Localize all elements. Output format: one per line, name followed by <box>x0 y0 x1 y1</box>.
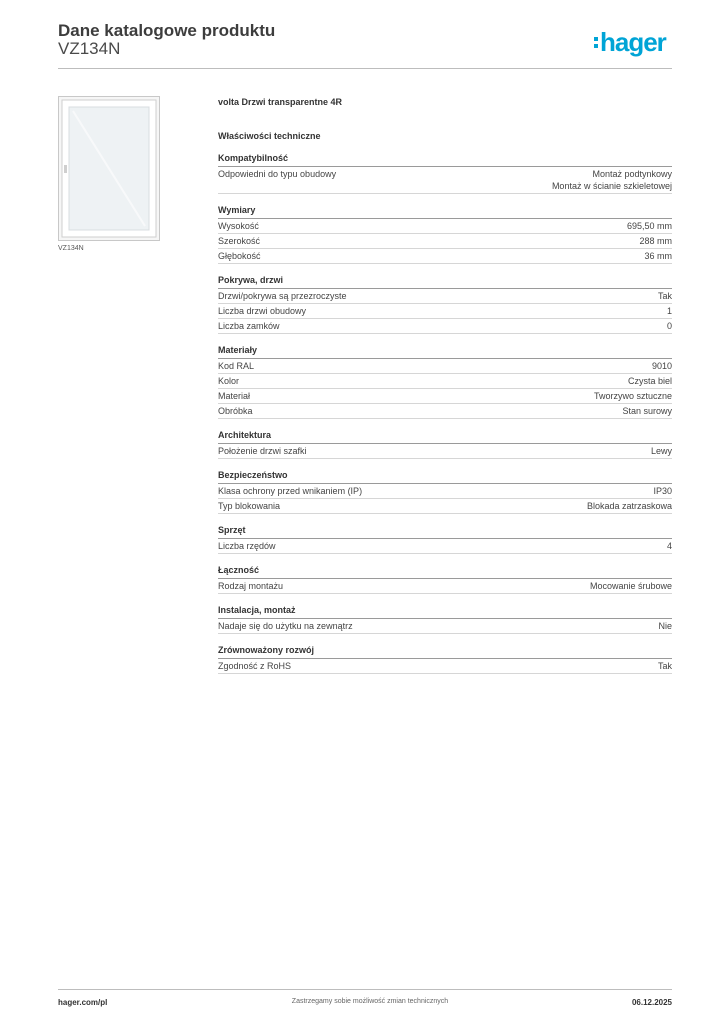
technical-properties-heading: Właściwości techniczne <box>218 131 321 141</box>
spec-value-line: 1 <box>666 306 672 316</box>
spec-value <box>658 660 672 672</box>
hager-logo[interactable] <box>594 28 666 56</box>
spec-section <box>218 429 672 459</box>
spec-label: Typ blokowania <box>218 501 281 511</box>
spec-row <box>218 484 672 499</box>
spec-value <box>651 445 672 457</box>
spec-value <box>667 320 672 332</box>
spec-section <box>218 604 672 634</box>
product-name: volta Drzwi transparentne 4R <box>218 97 343 107</box>
logo-text: hager <box>600 27 666 57</box>
spec-value-line: Tworzywo sztuczne <box>593 391 672 401</box>
spec-section <box>218 344 672 419</box>
spec-section-title: Zrównoważony rozwój <box>218 644 672 659</box>
spec-value-line: Tak <box>657 291 672 301</box>
logo-dots-icon <box>594 37 598 48</box>
spec-section-title: Materiały <box>218 344 672 359</box>
spec-section-title: Wymiary <box>218 204 672 219</box>
spec-label: Klasa ochrony przed wnikaniem (IP) <box>218 486 363 496</box>
spec-label: Głębokość <box>218 251 261 261</box>
spec-value-line: 288 mm <box>639 236 672 246</box>
spec-value-line: 695,50 mm <box>626 221 672 231</box>
spec-row <box>218 234 672 249</box>
spec-content <box>218 96 672 674</box>
spec-value <box>622 405 672 417</box>
spec-value <box>639 235 672 247</box>
spec-value <box>653 485 672 497</box>
spec-label: Liczba drzwi obudowy <box>218 306 307 316</box>
spec-row <box>218 404 672 419</box>
spec-value <box>627 220 672 232</box>
spec-row <box>218 444 672 459</box>
spec-section <box>218 564 672 594</box>
spec-value <box>594 390 672 402</box>
spec-section <box>218 524 672 554</box>
spec-value <box>667 540 672 552</box>
spec-value <box>587 500 672 512</box>
spec-label: Liczba rzędów <box>218 541 276 551</box>
spec-row <box>218 659 672 674</box>
spec-value <box>590 580 672 592</box>
spec-value-line: Montaż w ścianie szkieletowej <box>551 181 672 191</box>
spec-row <box>218 499 672 514</box>
spec-section-title: Instalacja, montaż <box>218 604 672 619</box>
spec-section <box>218 152 672 194</box>
spec-section <box>218 274 672 334</box>
spec-value-line: Lewy <box>650 446 672 456</box>
spec-row <box>218 374 672 389</box>
spec-value-line: Tak <box>657 661 672 671</box>
spec-label: Położenie drzwi szafki <box>218 446 307 456</box>
spec-value <box>644 250 672 262</box>
spec-label: Materiał <box>218 391 251 401</box>
spec-section <box>218 204 672 264</box>
spec-value-line: Nie <box>658 621 672 631</box>
spec-value-line: Czysta biel <box>627 376 672 386</box>
spec-value-line: Mocowanie śrubowe <box>589 581 672 591</box>
spec-label: Kolor <box>218 376 240 386</box>
spec-row <box>218 304 672 319</box>
footer-website-link[interactable]: hager.com/pl <box>58 998 108 1007</box>
page-title: Dane katalogowe produktu <box>58 21 276 40</box>
spec-value-line: Montaż podtynkowy <box>592 169 672 179</box>
spec-label: Drzwi/pokrywa są przezroczyste <box>218 291 347 301</box>
spec-value <box>628 375 672 387</box>
spec-value-line: 0 <box>666 321 672 331</box>
spec-value <box>658 290 672 302</box>
spec-section-title: Architektura <box>218 429 672 444</box>
spec-section-title: Pokrywa, drzwi <box>218 274 672 289</box>
spec-value-line: 4 <box>666 541 672 551</box>
spec-value <box>667 305 672 317</box>
spec-row <box>218 167 672 194</box>
spec-label: Odpowiedni do typu obudowy <box>218 169 337 179</box>
spec-label: Kod RAL <box>218 361 255 371</box>
spec-value <box>658 620 672 632</box>
spec-value-line: IP30 <box>653 486 672 496</box>
spec-value-line: 9010 <box>651 361 672 371</box>
spec-value <box>652 360 672 372</box>
footer-date: 06.12.2025 <box>631 998 672 1007</box>
footer-divider <box>58 989 672 990</box>
spec-section-title: Kompatybilność <box>218 152 672 167</box>
spec-row <box>218 319 672 334</box>
spec-value-line: Blokada zatrzaskowa <box>586 501 672 511</box>
spec-row <box>218 249 672 264</box>
spec-value-line: Stan surowy <box>622 406 672 416</box>
spec-section-title: Bezpieczeństwo <box>218 469 672 484</box>
product-code: VZ134N <box>58 39 121 58</box>
spec-sections <box>218 152 672 674</box>
spec-value-line: 36 mm <box>644 251 672 261</box>
spec-row <box>218 389 672 404</box>
spec-section <box>218 644 672 674</box>
spec-row <box>218 539 672 554</box>
product-image-caption: VZ134N <box>58 245 84 252</box>
spec-row <box>218 619 672 634</box>
spec-row <box>218 289 672 304</box>
spec-label: Liczba zamków <box>218 321 280 331</box>
spec-row <box>218 219 672 234</box>
spec-label: Obróbka <box>218 406 253 416</box>
spec-section-title: Sprzęt <box>218 524 672 539</box>
spec-label: Wysokość <box>218 221 259 231</box>
spec-value <box>552 168 672 192</box>
header-divider <box>58 68 672 69</box>
spec-label: Rodzaj montażu <box>218 581 284 591</box>
spec-row <box>218 359 672 374</box>
transparent-door-icon <box>59 97 159 240</box>
spec-section <box>218 469 672 514</box>
product-image <box>58 96 160 241</box>
spec-label: Zgodność z RoHS <box>218 661 292 671</box>
footer-disclaimer: Zastrzegamy sobie możliwość zmian technicznych <box>291 998 449 1005</box>
spec-section-title: Łączność <box>218 564 672 579</box>
spec-label: Nadaje się do użytku na zewnątrz <box>218 621 353 631</box>
spec-row <box>218 579 672 594</box>
spec-label: Szerokość <box>218 236 261 246</box>
